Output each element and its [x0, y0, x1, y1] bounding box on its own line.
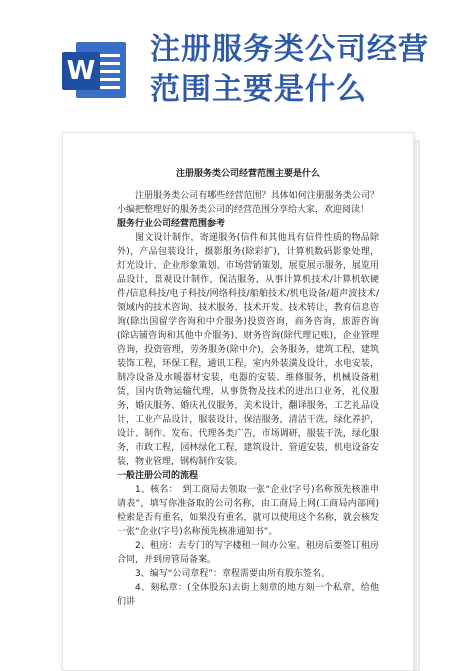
intro-paragraph: 注册服务类公司有哪些经营范围？具体如何注册服务类公司？小编把整理好的服务类公司的经营范围分享给大家，欢迎阅读！: [117, 191, 379, 215]
process-step-3: 3、编写“公司章程”：章程需要由所有股东签名。: [135, 569, 331, 579]
document-body: [117, 167, 379, 609]
word-icon-line: [98, 62, 120, 65]
word-icon-line: [98, 78, 120, 81]
process-step-1: 1、核名： 到工商局去领取一张“企业(字号)名称预先核准申请表”，填写你准备取的公司名称，由工商局上网(工商局内部网)检索是否有重名，如果没有重名，就可以使用这个名称，就会核发一张“企业(字号)名称预先核准通知书”。: [117, 485, 379, 537]
process-step-2: 2、租房：去专门的写字楼租一间办公室。租房后要签订租房合同，并到房管局备案。: [117, 541, 379, 565]
process-step-4: 4、刻私章：(全体股东)去街上刻章的地方刻一个私章，给他们讲: [117, 583, 379, 607]
word-icon-line: [98, 86, 120, 89]
document-title: 注册服务类公司经营范围主要是什么: [175, 169, 320, 179]
word-icon-line: [98, 70, 120, 73]
word-icon-letter: W: [62, 52, 100, 90]
document-preview: [62, 132, 418, 669]
section-heading-scope: 服务行业公司经营范围参考: [117, 219, 226, 229]
word-document-icon: [58, 36, 132, 102]
word-icon-line: [98, 54, 120, 57]
page-title: 注册服务类公司经营范围主要是什么: [150, 32, 429, 107]
header-banner: [0, 0, 474, 118]
document-page: [62, 132, 414, 671]
scope-paragraph: 图文设计制作，寄递服务(信件和其他具有信件性质的物品除外)，产品包装设计，摄影服务(除彩扩)，计算机数码影象处理，灯光设计、企业形象策划、市场营销策划，展览展示服务，展览用品设计，景观设计制作，保洁服务，从事计算机技术/计算机软硬件/信息科技/电子科技/网络科技/船舶技术/机电设备/超声波技术/领域内的技术咨询、技术服务、技术开发、技术转让，教育信息咨询(除出国留学咨询和中介服务)投资咨询，商务咨询，旅游咨询(除店铺咨询和其他中介服务)、财务咨询(除代理记账)，企业管理咨询，投资管理，劳务服务(除中介)，会务服务，建筑工程，建筑装饰工程，环保工程，通讯工程，室内外装潢及设计，水电安装，制冷设备及水暖器材安装，电器的安装、维修服务，机械设备租赁，国内货物运输代理，从事货物及技术的进出口业务，礼仪服务，婚庆服务、婚庆礼仪服务，美术设计，翻译服务，工艺礼品设计，工业产品设计，服装设计，保洁服务，清洁干洗，绿化养护，设计、制作、发布、代理各类广告，市场调研，服装干洗，绿化服务，市政工程，园林绿化工程，建筑设计，管道安装，机电设备安装，物业管理，钢构制作安装。: [117, 233, 379, 467]
section-heading-process: 一般注册公司的流程: [117, 471, 199, 481]
